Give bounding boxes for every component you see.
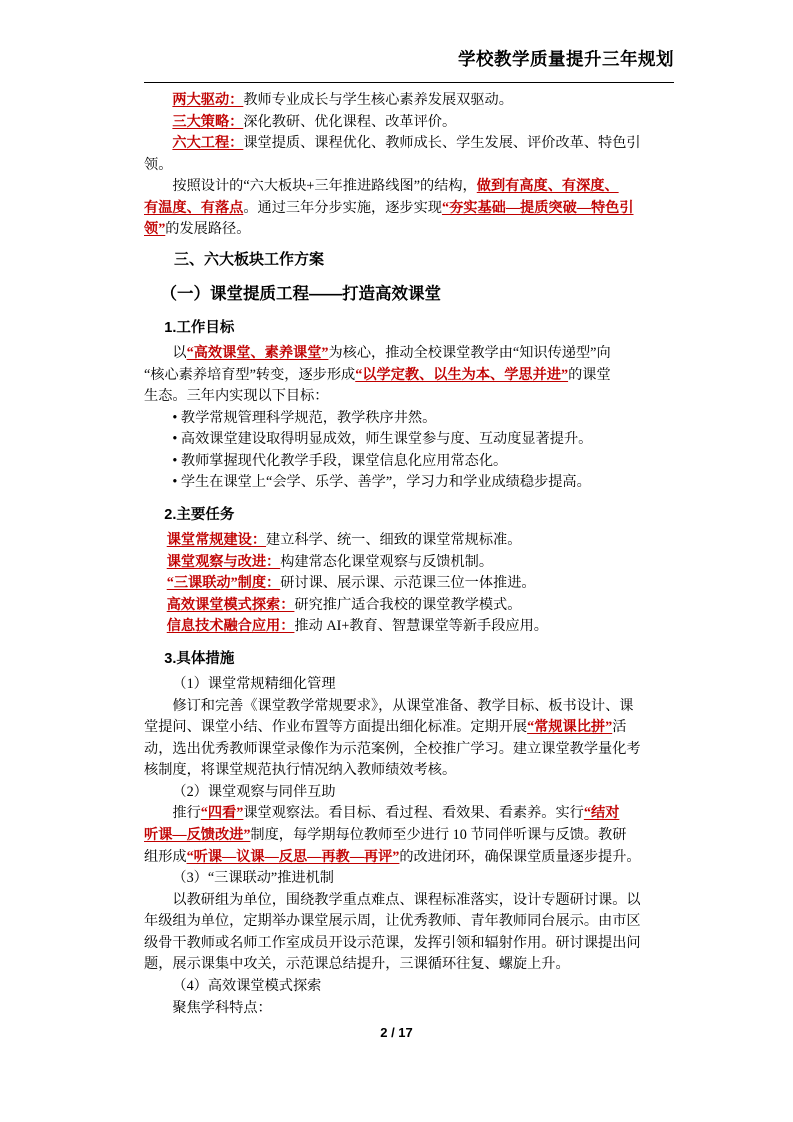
structure-text-2: 。通过三年分步实施，逐步实现	[243, 199, 442, 216]
task-item-5	[144, 616, 674, 638]
task-label-2: 课堂观察与改进：	[166, 553, 281, 570]
tasks-list	[144, 530, 674, 638]
page-header-title: 学校教学质量提升三年规划	[458, 49, 674, 69]
goal-highlight-2: “以学定教、以生为本、学思并进”	[355, 366, 569, 383]
measure-2-highlight-1: “四看”	[200, 805, 244, 822]
drivers-text: 教师专业成长与学生核心素养发展双驱动。	[243, 92, 513, 108]
section-3-heading: 三、六大板块工作方案	[174, 251, 325, 269]
task-item-4	[144, 595, 674, 617]
measure-2-line-3	[144, 847, 674, 869]
projects-label: 六大工程：	[172, 135, 244, 152]
measure-1-highlight-1: “常规课比拼”	[527, 719, 613, 736]
goal-paragraph-l3: 生态。三年内实现以下目标：	[144, 388, 329, 405]
goal-text-1: 以	[172, 344, 187, 361]
goal-bullet-4: • 学生在课堂上“会学、乐学、善学”，学习力和学业成绩稳步提高。	[172, 474, 591, 491]
projects-line	[144, 133, 674, 155]
task-label-5: 信息技术融合应用：	[166, 618, 295, 635]
goal-bullet-3: • 教师掌握现代化教学手段，课堂信息化应用常态化。	[172, 452, 508, 469]
measure-2-line-1	[144, 803, 674, 825]
structure-paragraph-l1	[144, 176, 674, 198]
page-footer: 2 / 17	[380, 1025, 413, 1040]
measure-2-highlight-3: 听课—反馈改进”	[144, 827, 251, 843]
task-item-1	[144, 530, 674, 552]
measure-2-text-3: 制度，每学期每位教师至少进行 10 节同伴听课与反馈。教研	[250, 827, 627, 843]
measure-3-line-3: 级骨干教师或名师工作室成员开设示范课，发挥引领和辐射作用。研讨课提出问	[144, 934, 641, 951]
goal-paragraph-l2	[144, 365, 674, 387]
measure-2-text-2: 课堂观察法。看目标、看过程、看效果、看素养。实行	[243, 805, 584, 822]
measure-1-line-1: 修订和完善《课堂教学常规要求》，从课堂准备、教学目标、板书设计、课	[172, 697, 634, 714]
measure-2-title: （2）课堂观察与同伴互助	[172, 783, 336, 800]
tasks-heading: 2.主要任务	[164, 507, 235, 523]
drivers-line	[144, 90, 674, 112]
task-text-1: 建立科学、统一、细致的课堂常规标准。	[266, 532, 522, 549]
task-label-4: 高效课堂模式探索：	[166, 596, 295, 613]
goal-paragraph-l1	[144, 343, 674, 365]
measure-3-line-4: 题，展示课集中攻关，示范课总结提升，三课循环往复、螺旋上升。	[144, 956, 570, 973]
task-label-3: “三课联动”制度：	[166, 575, 281, 592]
measure-2-highlight-2: “结对	[583, 805, 620, 822]
measure-1-line-3: 动，选出优秀教师课堂录像作为示范案例，全校推广学习。建立课堂教学量化考	[144, 740, 641, 757]
measure-1-text-2: 堂提问、课堂小结、作业布置等方面提出细化标准。定期开展	[144, 719, 528, 736]
goal-text-3: “核心素养培育型”转变，逐步形成	[144, 366, 356, 383]
document-body	[144, 90, 674, 1019]
task-label-1: 课堂常规建设：	[166, 532, 267, 549]
goal-bullet-1: • 教学常规管理科学规范，教学秩序井然。	[172, 409, 437, 426]
structure-highlight-2: 有温度、有落点	[144, 199, 244, 216]
strategies-label: 三大策略：	[172, 113, 244, 130]
goal-bullet-2: • 高效课堂建设取得明显成效，师生课堂参与度、互动度显著提升。	[172, 431, 593, 448]
task-text-3: 研讨课、展示课、示范课三位一体推进。	[280, 575, 536, 592]
structure-highlight-4: 领”	[144, 221, 166, 238]
measure-4-title: （4）高效课堂模式探索	[172, 978, 322, 995]
structure-text-1: 按照设计的“六大板块+三年推进路线图”的结构，	[172, 178, 477, 195]
measure-2-text-4: 组形成	[144, 848, 187, 865]
drivers-label: 两大驱动：	[172, 92, 244, 108]
measure-3-line-1: 以教研组为单位，围绕教学重点难点、课程标准落实，设计专题研讨课。以	[172, 891, 641, 908]
task-text-4: 研究推广适合我校的课堂教学模式。	[294, 596, 522, 613]
measures-heading: 3.具体措施	[164, 650, 235, 667]
structure-text-3: 的发展路径。	[165, 221, 251, 238]
task-item-3	[144, 573, 674, 595]
task-text-5: 推动 AI+教育、智慧课堂等新手段应用。	[294, 618, 548, 635]
goal-highlight-1: “高效课堂、素养课堂”	[186, 344, 329, 361]
measure-1-line-4: 核制度，将课堂规范执行情况纳入教师绩效考核。	[144, 762, 457, 779]
measure-2-text-5: 的改进闭环，确保课堂质量逐步提升。	[399, 848, 641, 865]
task-text-2: 构建常态化课堂观察与反馈机制。	[280, 553, 494, 570]
measure-1-title: （1）课堂常规精细化管理	[172, 675, 336, 692]
structure-paragraph-l3	[144, 219, 674, 241]
measure-4-line-1: 聚焦学科特点：	[172, 999, 272, 1016]
measure-1-text-2b: 活	[612, 719, 627, 736]
header-divider	[144, 82, 674, 83]
projects-text: 课堂提质、课程优化、教师成长、学生发展、评价改革、特色引	[243, 135, 641, 152]
measure-1-line-2	[144, 717, 674, 739]
projects-line-cont: 领。	[144, 156, 173, 173]
measure-2-text-1: 推行	[172, 805, 201, 822]
goal-text-2: 为核心，推动全校课堂教学由“知识传递型”向	[328, 344, 611, 361]
strategies-line	[144, 112, 674, 134]
structure-paragraph-l2	[144, 198, 674, 220]
measure-3-line-2: 年级组为单位，定期举办课堂展示周，让优秀教师、青年教师同台展示。由市区	[144, 913, 641, 930]
structure-highlight-3: “夯实基础—提质突破—特色引	[441, 199, 634, 216]
goal-heading: 1.工作目标	[164, 319, 235, 336]
structure-highlight-1: 做到有高度、有深度、	[476, 178, 619, 195]
measure-3-title: （3）“三课联动”推进机制	[172, 870, 334, 887]
task-item-2	[144, 552, 674, 574]
goal-text-4: 的课堂	[568, 366, 611, 383]
measure-2-highlight-4: “听课—议课—反思—再教—再评”	[186, 848, 400, 865]
measure-2-line-2	[144, 825, 674, 847]
strategies-text: 深化教研、优化课程、改革评价。	[243, 113, 457, 130]
part-1-heading: （一）课堂提质工程——打造高效课堂	[160, 284, 441, 303]
